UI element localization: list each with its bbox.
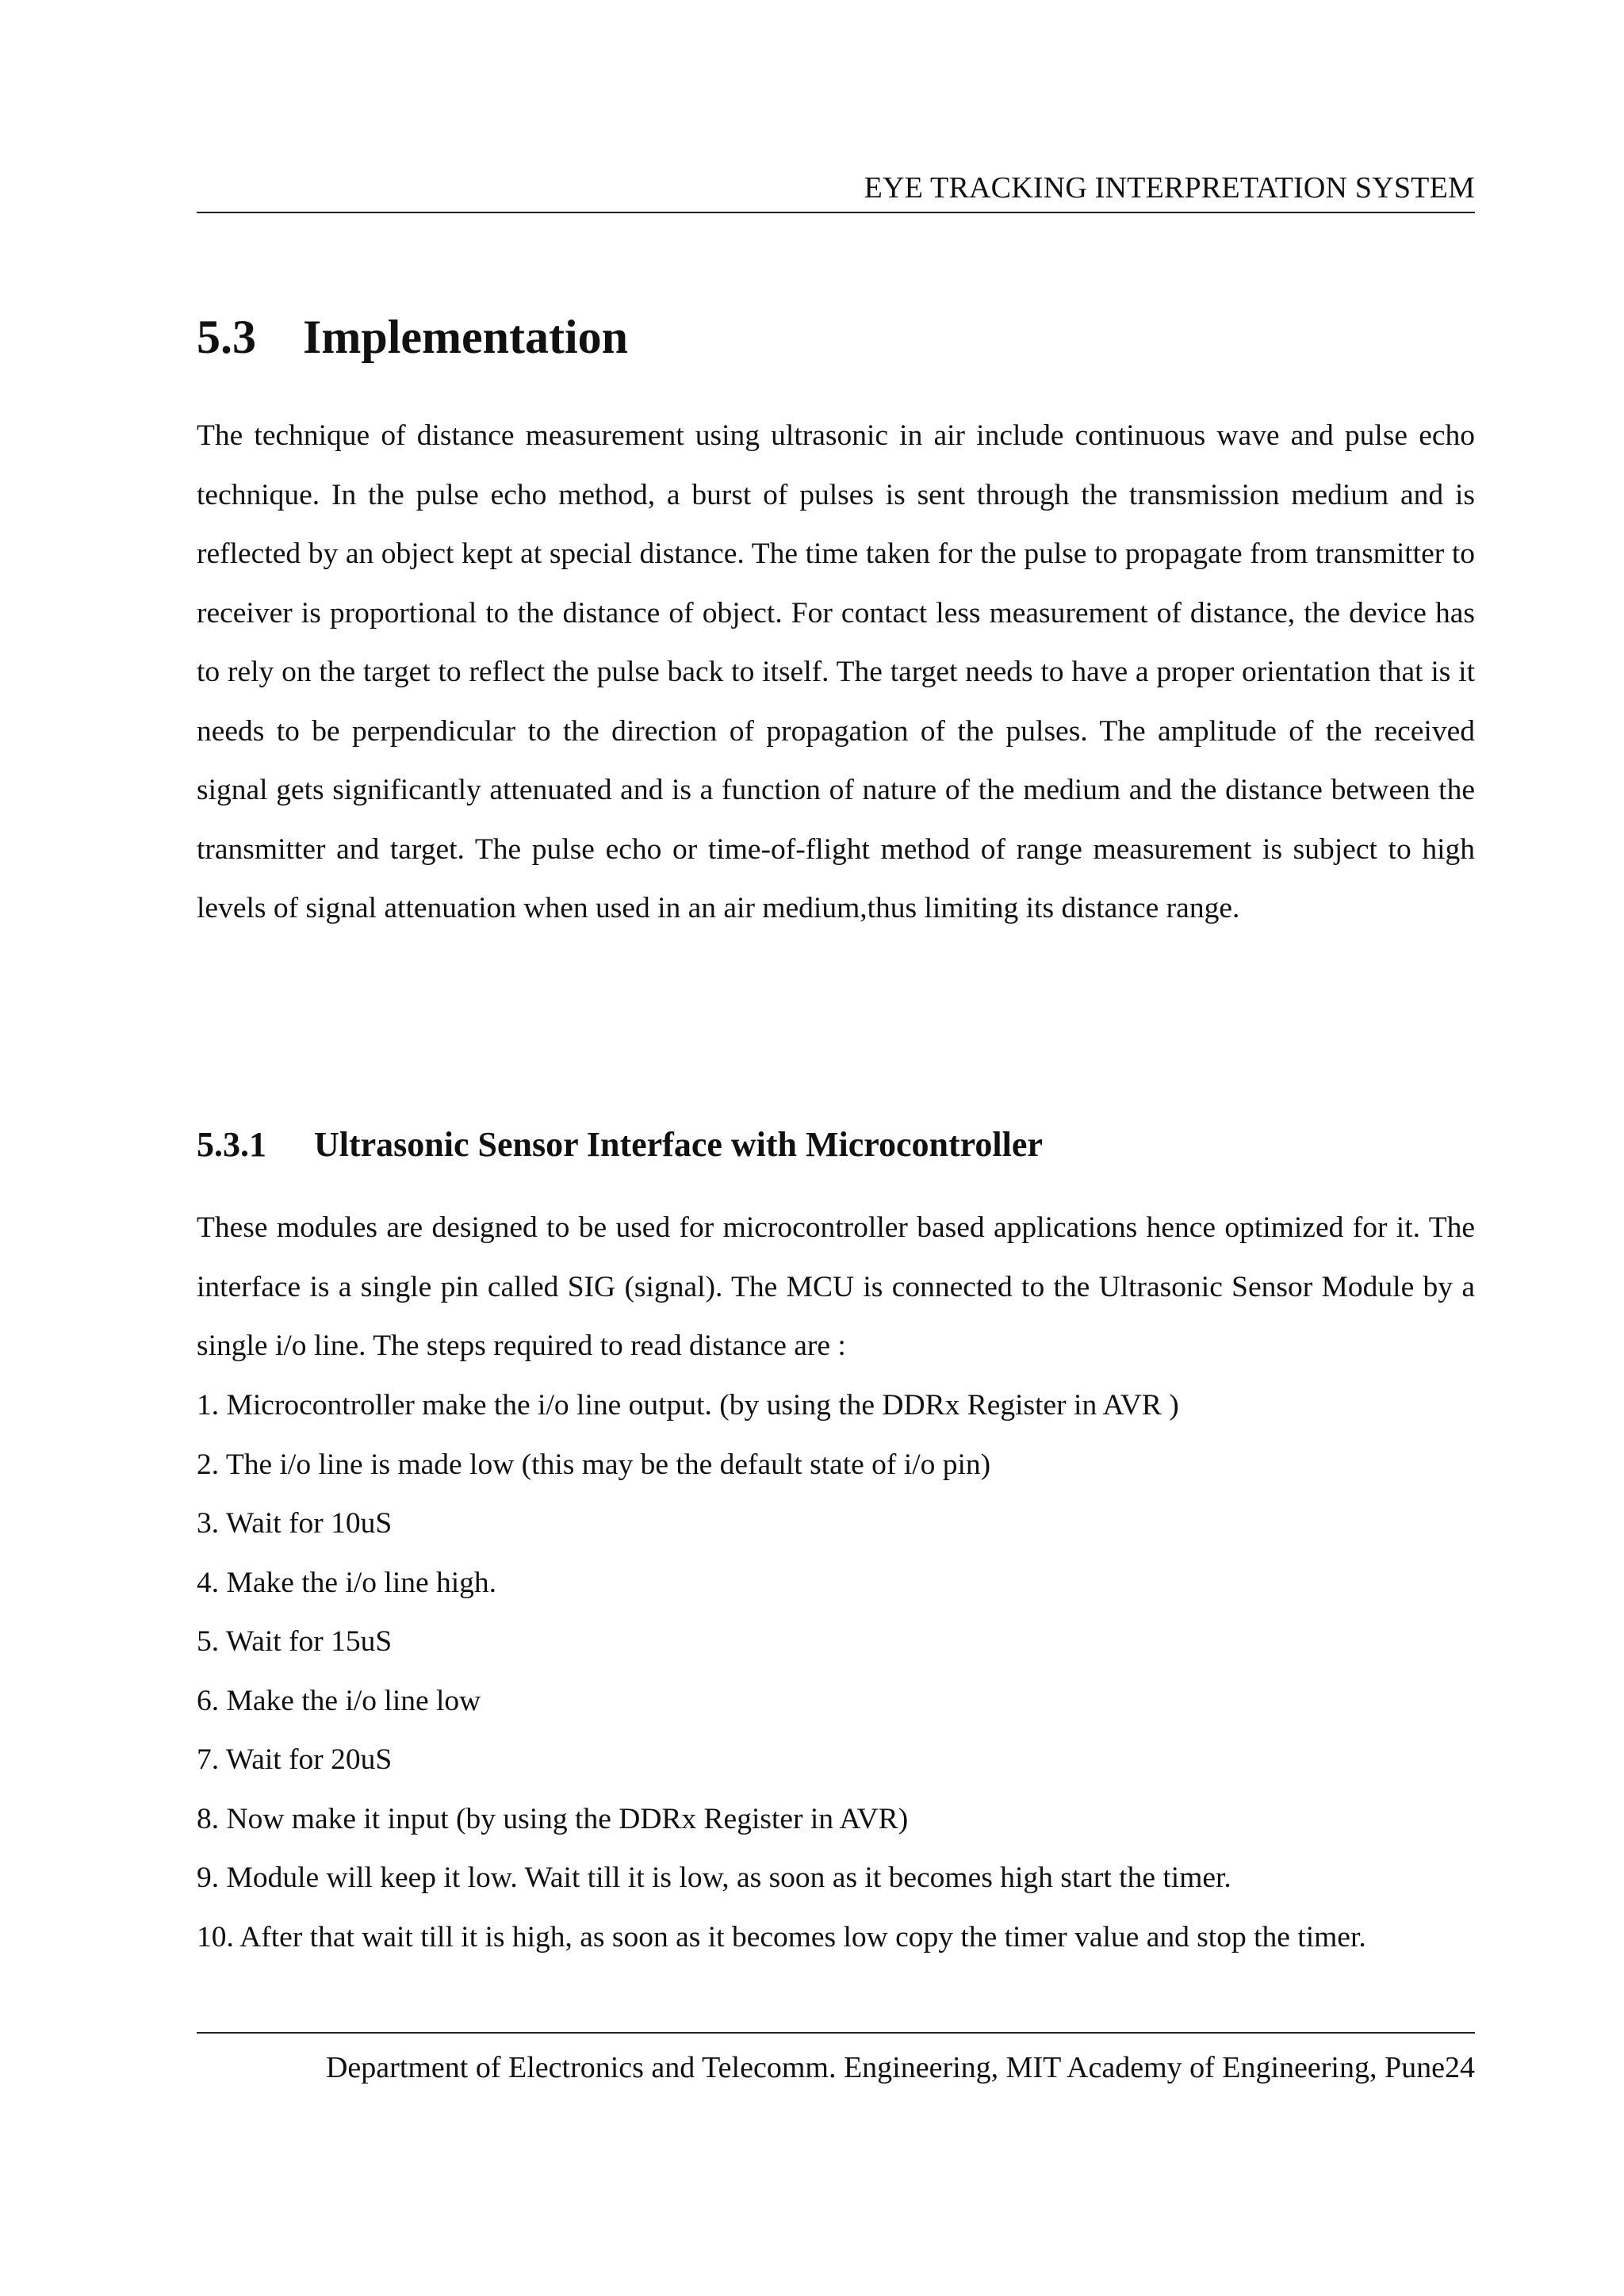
list-item: 3. Wait for 10uS xyxy=(197,1507,393,1540)
running-footer xyxy=(197,2045,1475,2090)
implementation-paragraph: The technique of distance measurement using ultrasonic in air include continuous wave and pulse echo technique. In the pulse echo method, a burst of pulses is sent through the transmission medium and is reflected by an object kept at special distance. The time taken for the pulse to propagate from transmitter to receiver is proportional to the distance of object. For contact less measurement of distance, the device has to rely on the target to reflect the pulse back to itself. The target needs to have a proper orientation that is it needs to be perpendicular to the direction of propagation of the pulses. The amplitude of the received signal gets significantly attenuated and is a function of nature of the medium and the distance between the transmitter and target. The pulse echo or time-of-flight method of range measurement is subject to high levels of signal attenuation when used in an air medium,thus limiting its distance range. xyxy=(197,419,1475,924)
running-header: EYE TRACKING INTERPRETATION SYSTEM xyxy=(864,171,1475,205)
list-item: 6. Make the i/o line low xyxy=(197,1684,481,1717)
interface-paragraph: These modules are designed to be used for microcontroller based applications hence optimized for it. The interface is a single pin called SIG (signal). The MCU is connected to the Ultrasonic Sensor Module by a single i/o line. The steps required to read distance are : xyxy=(197,1211,1475,1362)
list-item: 1. Microcontroller make the i/o line output. (by using the DDRx Register in AVR ) xyxy=(197,1389,1179,1422)
section-heading xyxy=(197,305,628,369)
list-item: 7. Wait for 20uS xyxy=(197,1743,393,1776)
list-item: 9. Module will keep it low. Wait till it is low, as soon as it becomes high start the timer. xyxy=(197,1862,1231,1894)
subsection-number: 5.3.1 xyxy=(197,1125,266,1164)
list-item: 10. After that wait till it is high, as soon as it becomes low copy the timer value and stop the timer. xyxy=(197,1920,1366,1954)
list-item: 2. The i/o line is made low (this may be the default state of i/o pin) xyxy=(197,1448,991,1481)
list-item: 8. Now make it input (by using the DDRx Register in AVR) xyxy=(197,1802,909,1835)
footer-department: Department of Electronics and Telecomm. Engineering, MIT Academy of Engineering, Pune xyxy=(325,2051,1445,2084)
section-number: 5.3 xyxy=(197,311,256,363)
page-number: 24 xyxy=(1445,2051,1475,2084)
list-item: 5. Wait for 15uS xyxy=(197,1625,393,1658)
list-item: 4. Make the i/o line high. xyxy=(197,1566,497,1599)
footer-rule xyxy=(197,2032,1475,2034)
subsection-heading xyxy=(197,1119,1043,1170)
steps-list xyxy=(197,1376,1475,1967)
section-title: Implementation xyxy=(303,311,628,363)
header-rule xyxy=(197,212,1475,213)
subsection-title: Ultrasonic Sensor Interface with Microcontroller xyxy=(314,1125,1043,1164)
